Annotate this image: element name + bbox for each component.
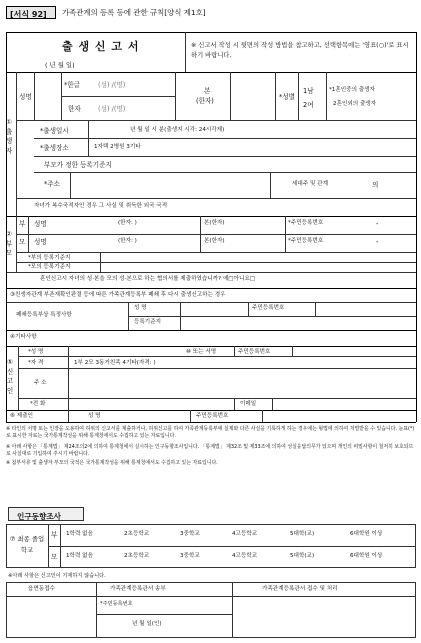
father-reg-label: *부의 등록기준지 — [28, 255, 71, 261]
note-1: ※ 타인의 서명 또는 인장을 도용하여 허위의 신고서를 제출하거나, 허위신고를 하여 가족관계등록부에 실제와 다른 사실을 기록하게 하는 경우에는 형법에 의하여 처벌받을 수 있습니다. 눈표(*)로 표시한 자료는 국가통계작성을 위해 통계청에서도 수집하고 있는 자료입니다. — [6, 426, 415, 440]
edu-father-label: 부 — [51, 531, 58, 539]
mother-bon-field[interactable]: 본(한자) — [204, 238, 225, 244]
form-code: [서식 92] — [10, 10, 47, 19]
mother-label: 모 — [19, 238, 26, 246]
household-label: 세대주 및 관계 — [292, 181, 328, 187]
hanja-label: 한자 — [68, 105, 81, 113]
edu-father-opt-6[interactable]: 6대학원 이상 — [350, 531, 383, 537]
education-label: ⑦ 최종 졸업학교 — [9, 535, 45, 554]
sex-label: *성별 — [279, 93, 296, 101]
birth-datetime-label: *출생일시 — [40, 127, 69, 135]
edu-mother-opt-3[interactable]: 3중학교 — [180, 553, 200, 559]
foreign-nationality-label: 자녀가 복수국적자인 경우 그 사실 및 취득한 외국 국적 — [34, 203, 168, 209]
office-transfer-label: 가족관계등록관서 송부 — [110, 586, 166, 592]
marital-out-option[interactable]: 2혼인외의 출생자 — [333, 101, 377, 107]
office-receipt-label: 읍면동접수 — [28, 586, 56, 592]
edu-mother-label: 모 — [51, 553, 58, 561]
parent-reg-label: 부모가 정한 등록기준지 — [44, 161, 112, 169]
sex-male-option[interactable]: 1남 — [303, 87, 314, 95]
father-name-label: 성명 — [34, 220, 47, 228]
father-resident-dash: - — [376, 220, 379, 228]
section3-resident-no-label: 주민등록번호 — [252, 305, 285, 311]
agreement-question[interactable]: 혼인신고시 자녀의 성·본을 모의 성·본으로 하는 협의서를 제출하였습니까? 예□아니요□ — [40, 276, 256, 282]
submitter-label: ⑥ 제출인 — [10, 413, 34, 419]
survey-title: 인구동향조사 — [17, 512, 62, 521]
office-table — [6, 582, 416, 638]
declarant-qual-label: *자 격 — [28, 360, 44, 366]
edu-father-opt-2[interactable]: 2초등학교 — [124, 531, 150, 537]
edu-mother-opt-6[interactable]: 6대학원 이상 — [350, 553, 383, 559]
form-instruction: ※ 신고서 작성 시 뒷면의 작성 방법을 참고하고, 선택항목에는 '영표(○)'로 표시하기 바랍니다. — [191, 42, 409, 59]
section1-label: ① 출 생 자 — [5, 118, 13, 155]
note-3: ※ 첨부서류 및 출생자 부모의 국적은 국가통계작성을 위해 통계청에서도 수집하고 있는 자료입니다. — [6, 460, 218, 467]
birth-place-label: *출생장소 — [40, 144, 69, 152]
birth-datetime-field[interactable]: 년 월 일 시 분(출생지 시각: 24시각제) — [130, 127, 225, 133]
office-date-label: 년 월 일(인) — [132, 621, 162, 627]
edu-mother-opt-5[interactable]: 5대학(교) — [290, 553, 315, 559]
form-title: 출 생 신 고 서 — [62, 40, 140, 53]
section3-reg-base-label: 등록기준지 — [134, 319, 162, 325]
declarant-seal-label[interactable]: ⑩ 또는 서명 — [186, 349, 217, 355]
form-date-line: ( 년 월 일) — [45, 61, 75, 69]
office-resident-no-label: *주민등록번호 — [100, 601, 133, 607]
hanja-name-field[interactable]: (성) /(명) — [98, 105, 126, 113]
mother-resident-dash: - — [376, 238, 379, 246]
household-suffix: 의 — [372, 181, 379, 189]
declarant-qual-options[interactable]: 1부 2모 3동거친족 4기타(자격: ) — [74, 360, 156, 366]
edu-father-opt-3[interactable]: 3중학교 — [180, 531, 200, 537]
mother-name-label: 성명 — [34, 238, 47, 246]
hangul-name-field[interactable]: (성) /(명) — [98, 81, 126, 89]
father-label: 부 — [19, 220, 26, 228]
edu-mother-opt-4[interactable]: 4고등학교 — [232, 553, 258, 559]
edu-mother-opt-1[interactable]: 1학력 없음 — [66, 553, 93, 559]
declarant-name-label: *성 명 — [28, 349, 44, 355]
section4-title: ④기타사항 — [10, 334, 37, 340]
survey-title-box — [8, 507, 84, 521]
birth-place-options[interactable]: 1자택 2병원 3기타 — [94, 144, 141, 150]
edu-father-opt-5[interactable]: 5대학(교) — [290, 531, 315, 537]
submitter-name-label: 성 명 — [88, 413, 101, 419]
declarant-phone-label: *전 화 — [30, 401, 46, 407]
address-label: *주소 — [44, 180, 61, 188]
notes-block — [6, 426, 416, 468]
declarant-address-label: 주 소 — [34, 380, 47, 386]
edu-father-opt-4[interactable]: 4고등학교 — [232, 531, 258, 537]
mother-hanja-field[interactable]: (한자: ) — [118, 238, 137, 244]
submitter-resident-no-label: 주민등록번호 — [196, 413, 229, 419]
mother-resident-no-label: *주민등록번호 — [288, 238, 324, 244]
marital-in-option[interactable]: *1혼인중의 출생자 — [329, 87, 375, 93]
mother-reg-label: *모의 등록기준지 — [28, 264, 71, 270]
name-label: 성명 — [19, 93, 32, 101]
form-regulation-title: 가족관계의 등록 등에 관한 규칙[양식 제1호] — [62, 8, 206, 17]
edu-father-opt-1[interactable]: 1학력 없음 — [66, 531, 93, 537]
form-code-badge — [6, 6, 56, 19]
section3-name-label: 성 명 — [134, 305, 147, 311]
bon-sub: (한자) — [196, 97, 214, 105]
closed-register-label: 폐쇄등록부상 특정사항 — [16, 312, 72, 318]
father-hanja-field[interactable]: (한자: ) — [118, 220, 137, 226]
office-note: ※아래 사항은 신고인이 기재하지 않습니다. — [8, 573, 106, 579]
section2-label: ② 부 모 — [5, 230, 13, 258]
hangul-label: *한글 — [64, 81, 81, 89]
section5-label: ⑤ 신 고 인 — [6, 358, 14, 395]
office-process-label: 가족관계등록관서 접수 및 처리 — [262, 586, 338, 592]
declarant-email-label: 이메일 — [240, 401, 257, 407]
bon-label: 본 — [204, 87, 211, 95]
father-bon-field[interactable]: 본(한자) — [204, 220, 225, 226]
father-resident-no-label: *주민등록번호 — [288, 220, 324, 226]
edu-mother-opt-2[interactable]: 2초등학교 — [124, 553, 150, 559]
section3-title: ③친생자관계 부존재확인판결 등에 따른 가족관계등록부 폐쇄 후 다시 출생신고하는 경우 — [10, 292, 226, 298]
sex-female-option[interactable]: 2여 — [303, 101, 314, 109]
declarant-resident-no-label: 주민등록번호 — [238, 349, 271, 355]
note-2: ※ 아래 사항은 「통계법」 제24조의2에 의하여 통계청에서 실시하는 인구동향조사입니다. 「통계법」 제32조 및 제33조에 의하여 성실응답의무가 있으며 개인의 비밀사항이 철저히 보호되므로 사실대로 기입하여 주시기 바랍니다. — [6, 444, 414, 458]
